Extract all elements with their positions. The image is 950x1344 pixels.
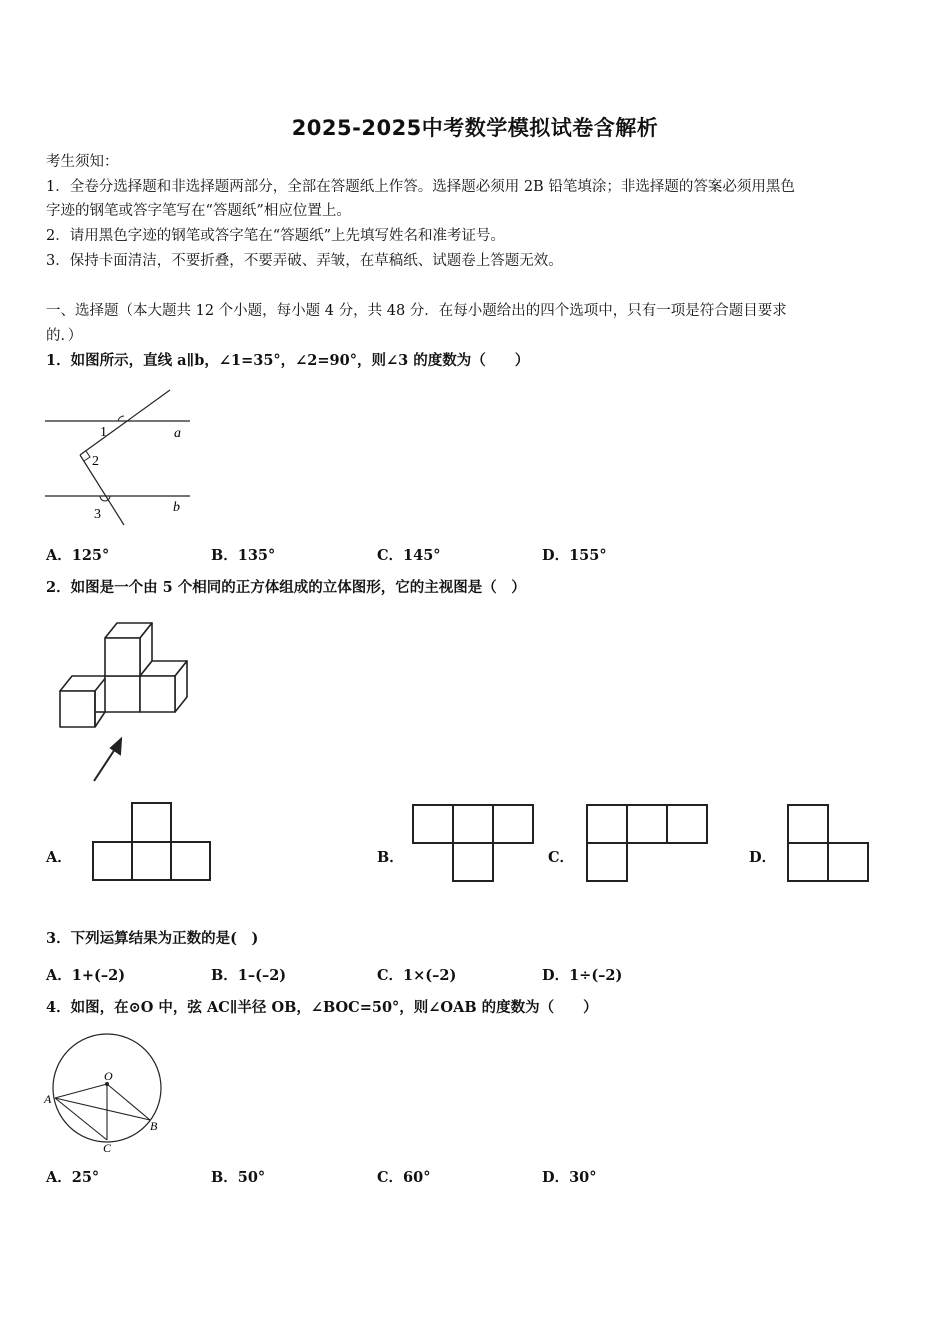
q4-option-d[interactable]: D．30°: [542, 1169, 597, 1186]
notice-line-2: 2．请用黑色字迹的钢笔或答字笔在“答题纸”上先填写姓名和准考证号。: [46, 228, 506, 244]
q2-option-c-figure[interactable]: [584, 803, 712, 885]
q1-option-d[interactable]: D．155°: [542, 547, 607, 564]
notice-line-1b: 字迹的钢笔或答字笔写在“答题纸”相应位置上。: [46, 203, 351, 219]
q2-cube-figure: [50, 618, 195, 786]
q4-option-c[interactable]: C．60°: [377, 1169, 431, 1186]
notice-line-1a: 1．全卷分选择题和非选择题两部分，全部在答题纸上作答。选择题必须用 2B 铅笔填涂；非选择题的答案必须用黑色: [46, 179, 795, 195]
q1-label-line-a: a: [174, 426, 181, 441]
q2-stem: 2．如图是一个由 5 个相同的正方体组成的立体图形，它的主视图是（ ）: [46, 579, 526, 596]
q4-label-c: C: [103, 1141, 112, 1155]
section-heading-line-a: 一、选择题（本大题共 12 个小题，每小题 4 分，共 48 分．在每小题给出的四个选项中，只有一项是符合题目要求: [46, 303, 787, 319]
q3-stem: 3．下列运算结果为正数的是( ): [46, 930, 259, 947]
q2-option-d-figure[interactable]: [785, 803, 873, 885]
q4-label-a: A: [44, 1092, 52, 1106]
q4-label-o: O: [104, 1069, 113, 1083]
q4-option-a[interactable]: A．25°: [46, 1169, 100, 1186]
q4-option-b[interactable]: B．50°: [211, 1169, 266, 1186]
q3-option-d[interactable]: D．1÷(–2): [542, 967, 623, 984]
page-title: 2025-2025中考数学模拟试卷含解析: [291, 116, 659, 140]
section-heading-line-b: 的．）: [46, 328, 83, 344]
q1-option-b[interactable]: B．135°: [211, 547, 276, 564]
q1-label-angle1: 1: [100, 425, 107, 440]
q2-option-b-label[interactable]: B．: [377, 849, 404, 866]
q3-option-b[interactable]: B．1–(–2): [211, 967, 287, 984]
q1-label-angle3: 3: [94, 507, 101, 522]
q1-label-line-b: b: [173, 500, 180, 515]
q2-option-c-label[interactable]: C．: [548, 849, 575, 866]
q1-option-a[interactable]: A．125°: [46, 547, 110, 564]
q3-option-a[interactable]: A．1+(–2): [46, 967, 126, 984]
q4-label-b: B: [150, 1119, 158, 1133]
q2-option-a-label[interactable]: A．: [46, 849, 72, 866]
notice-heading: 考生须知：: [46, 154, 119, 170]
q2-option-b-figure[interactable]: [410, 803, 538, 885]
q2-option-d-label[interactable]: D．: [749, 849, 777, 866]
q4-stem: 4．如图，在⊙O 中，弦 AC∥半径 OB，∠BOC=50°，则∠OAB 的度数为（ ）: [46, 999, 598, 1016]
q1-figure: [40, 385, 200, 530]
q1-label-angle2: 2: [92, 454, 99, 469]
q1-option-c[interactable]: C．145°: [377, 547, 441, 564]
q1-stem: 1．如图所示，直线 a∥b，∠1=35°，∠2=90°，则∠3 的度数为（ ）: [46, 352, 530, 369]
view-direction-arrow: [94, 739, 121, 781]
q3-option-c[interactable]: C．1×(–2): [377, 967, 457, 984]
q4-circle-figure: [40, 1028, 175, 1156]
q2-option-a-figure[interactable]: [90, 801, 215, 883]
notice-line-3: 3．保持卡面清洁，不要折叠，不要弄破、弄皱，在草稿纸、试题卷上答题无效。: [46, 253, 563, 269]
